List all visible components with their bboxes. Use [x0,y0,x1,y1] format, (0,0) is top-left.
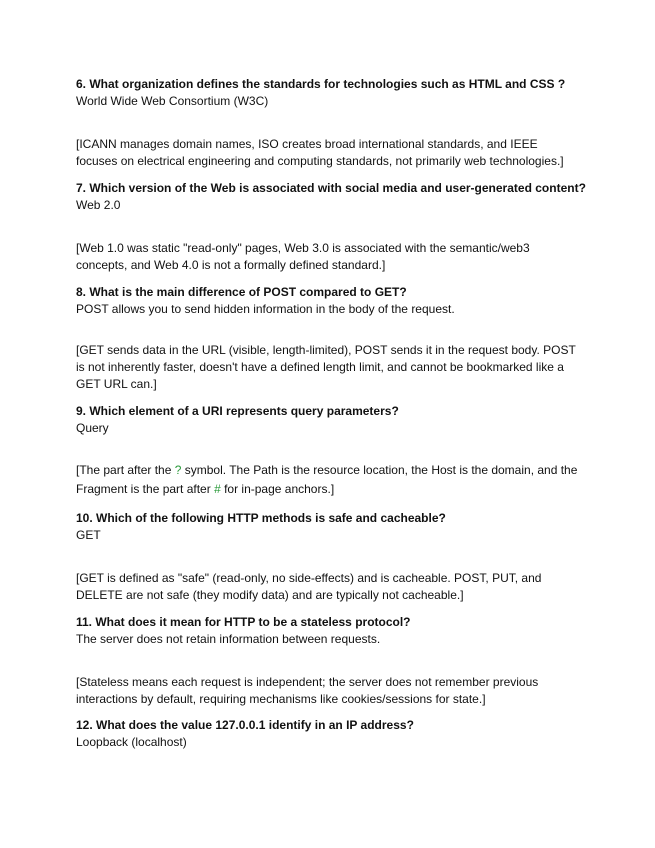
answer-7: Web 2.0 [76,198,121,212]
question-block-7 [76,180,586,272]
question-11: 11. What does it mean for HTTP to be a stateless protocol? [76,615,411,629]
question-8: 8. What is the main difference of POST compared to GET? [76,285,407,299]
explanation-9-text-2: symbol. The Path is the resource location, the Host is the domain, and the Fragment is the part after [76,463,578,496]
answer-8: POST allows you to send hidden information in the body of the request. [76,302,455,316]
answer-12: Loopback (localhost) [76,735,187,749]
question-12: 12. What does the value 127.0.0.1 identify in an IP address? [76,718,414,732]
explanation-11: [Stateless means each request is independent; the server does not remember previous interactions by default, requiring mechanisms like cookies/sessions for state.] [76,675,539,706]
explanation-6: [ICANN manages domain names, ISO creates broad international standards, and IEEE focuses on electrical engineering and computing standards, not primarily web technologies.] [76,137,564,168]
explanation-7: [Web 1.0 was static "read-only" pages, Web 3.0 is associated with the semantic/web3 concepts, and Web 4.0 is not a formally defined standard.] [76,241,530,272]
answer-6: World Wide Web Consortium (W3C) [76,94,269,108]
question-10: 10. Which of the following HTTP methods is safe and cacheable? [76,511,446,525]
answer-9: Query [76,421,109,435]
question-9: 9. Which element of a URI represents query parameters? [76,404,399,418]
question-block-6 [76,76,586,168]
question-block-11 [76,614,586,706]
explanation-10: [GET is defined as "safe" (read-only, no side-effects) and is cacheable. POST, PUT, and DELETE are not safe (they modify data) and are typically not cacheable.] [76,571,542,602]
explanation-8: [GET sends data in the URL (visible, length-limited), POST sends it in the request body. POST is not inherently faster, doesn't have a defined length limit, and cannot be bookmarked like a GET URL can.] [76,343,576,391]
question-block-8 [76,284,586,391]
question-mark-symbol: ? [174,463,182,477]
question-6: 6. What organization defines the standards for technologies such as HTML and CSS ? [76,77,566,91]
hash-symbol: # [214,482,221,496]
explanation-9 [76,461,581,499]
explanation-9-text-1: [The part after the [76,463,175,477]
explanation-9-text-3: for in-page anchors.] [220,482,335,496]
question-block-9 [76,403,586,496]
question-block-10 [76,510,586,602]
question-block-12 [76,717,586,751]
answer-11: The server does not retain information between requests. [76,632,381,646]
answer-10: GET [76,528,101,542]
question-7: 7. Which version of the Web is associated with social media and user-generated content? [76,181,586,195]
